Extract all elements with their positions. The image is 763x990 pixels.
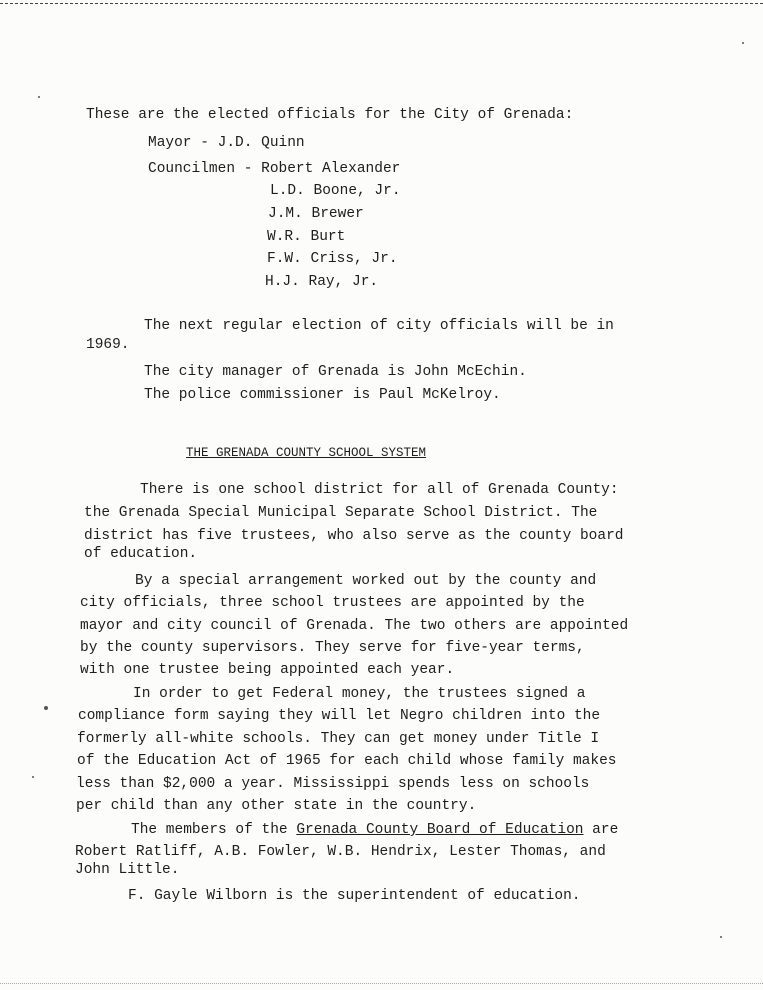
- para1-line: the Grenada Special Municipal Separate School District. The: [84, 505, 598, 521]
- para1-line: district has five trustees, who also serve as the county board: [84, 528, 624, 544]
- officials-intro: These are the elected officials for the City of Grenada:: [86, 107, 574, 123]
- scan-speck: [38, 96, 40, 98]
- election-line: The next regular election of city officials will be in: [144, 318, 614, 334]
- section-title: THE GRENADA COUNTY SCHOOL SYSTEM: [186, 446, 427, 460]
- para4-pre: The members of the: [131, 822, 297, 838]
- para3-line: compliance form saying they will let Negro children into the: [78, 708, 601, 724]
- council-member: H.J. Ray, Jr.: [265, 274, 379, 290]
- para2-line: By a special arrangement worked out by the county and: [135, 573, 597, 589]
- mayor-line: Mayor - J.D. Quinn: [148, 135, 305, 151]
- para4-line: [131, 821, 618, 839]
- para3-line: of the Education Act of 1965 for each child whose family makes: [77, 753, 617, 769]
- board-of-education-name: Grenada County Board of Education: [296, 822, 584, 838]
- para2-line: city officials, three school trustees are appointed by the: [80, 595, 585, 611]
- council-member: J.M. Brewer: [268, 206, 364, 222]
- scan-speck: [32, 776, 34, 778]
- police-commissioner-line: The police commissioner is Paul McKelroy.: [144, 387, 501, 403]
- top-scan-edge: [0, 3, 763, 4]
- para3-line: formerly all-white schools. They can get money under Title I: [77, 731, 600, 747]
- councilmen-line: Councilmen - Robert Alexander: [148, 161, 401, 177]
- para2-line: by the county supervisors. They serve for five-year terms,: [80, 640, 585, 656]
- para3-line: In order to get Federal money, the trustees signed a: [133, 686, 586, 702]
- superintendent-line: F. Gayle Wilborn is the superintendent of education.: [128, 888, 581, 904]
- para2-line: with one trustee being appointed each year.: [80, 662, 455, 678]
- scan-speck: [44, 706, 48, 710]
- para3-line: per child than any other state in the country.: [76, 798, 477, 814]
- scan-speck: [720, 936, 722, 938]
- council-member: W.R. Burt: [267, 229, 346, 245]
- para2-line: mayor and city council of Grenada. The two others are appointed: [80, 618, 629, 634]
- scan-speck: [742, 42, 744, 44]
- para3-line: less than $2,000 a year. Mississippi spends less on schools: [76, 776, 590, 792]
- para4-post: are: [583, 822, 619, 838]
- bottom-scan-edge: [0, 983, 763, 984]
- election-year: 1969.: [86, 337, 130, 353]
- council-member: F.W. Criss, Jr.: [267, 251, 398, 267]
- para1-line: of education.: [84, 546, 198, 562]
- para4-line: Robert Ratliff, A.B. Fowler, W.B. Hendrix, Lester Thomas, and: [75, 844, 606, 860]
- para1-line: There is one school district for all of Grenada County:: [140, 482, 619, 498]
- city-manager-line: The city manager of Grenada is John McEchin.: [144, 364, 527, 380]
- council-member: L.D. Boone, Jr.: [270, 183, 401, 199]
- para4-line: John Little.: [75, 862, 180, 878]
